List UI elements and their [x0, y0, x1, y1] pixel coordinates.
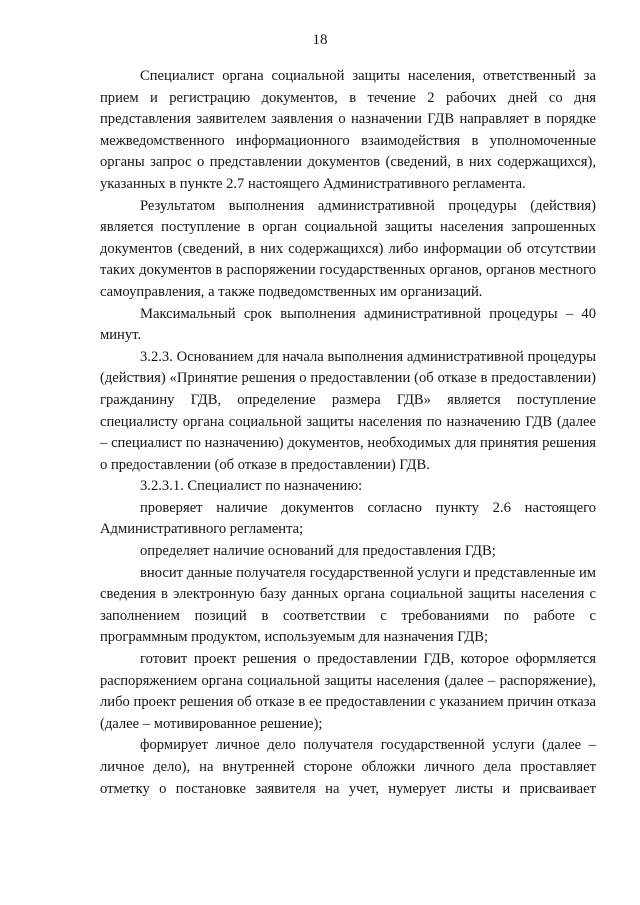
paragraph-max-duration: Максимальный срок выполнения административной процедуры – 40 минут. [100, 305, 596, 344]
list-item-form-personal-file: формирует личное дело получателя государственной услуги (далее – личное дело), на внутренней стороне обложки личного дела проставляет отметку о постановке заявителя на учет, нумерует листы и присваивает [100, 737, 596, 797]
paragraph-section-3-2-3: 3.2.3. Основанием для начала выполнения административной процедуры (действия) «Принятие решения о предоставлении (об отказе в предоставлении) гражданину ГДВ, определение размера ГДВ» является поступление специалисту органа социальной защиты населения по назначению ГДВ (далее – специалист по назначению) документов, необходимых для принятия решения о предоставлении (об отказе в предоставлении) ГДВ. [100, 348, 596, 473]
paragraph-interagency-request: Специалист органа социальной защиты населения, ответственный за прием и регистрацию документов, в течение 2 рабочих дней со дня представления заявителем заявления о назначении ГДВ направляет в порядке межведомственного информационного взаимодействия в уполномоченные органы запрос о представлении документов (сведений, в них содержащихся), указанных в пункте 2.7 настоящего Административного регламента. [100, 68, 596, 192]
paragraph-procedure-result: Результатом выполнения административной процедуры (действия) является поступление в орган социальной защиты населения запрошенных документов (сведений, в них содержащихся) либо информации об отсутствии таких документов в распоряжении государственных органов, органов местного самоуправления, а также подведомственных им организаций. [100, 197, 596, 300]
paragraph-section-3-2-3-1: 3.2.3.1. Специалист по назначению: [140, 478, 363, 495]
page-number: 18 [312, 32, 328, 48]
list-item-check-documents: проверяет наличие документов согласно пункту 2.6 настоящего Административного регламента; [100, 499, 596, 538]
document-body [100, 66, 596, 800]
list-item-prepare-decision: готовит проект решения о предоставлении ГДВ, которое оформляется распоряжением органа социальной защиты населения (далее – распоряжение), либо проект решения об отказе в ее предоставлении с указанием причин отказа (далее – мотивированное решение); [100, 651, 596, 732]
list-item-determine-grounds: определяет наличие оснований для предоставления ГДВ; [140, 543, 496, 560]
list-item-enter-data: вносит данные получателя государственной услуги и представленные им сведения в электронную базу данных органа социальной защиты населения с заполнением позиций в соответствии с требованиями по работе с программным продуктом, используемым для назначения ГДВ; [100, 564, 596, 646]
